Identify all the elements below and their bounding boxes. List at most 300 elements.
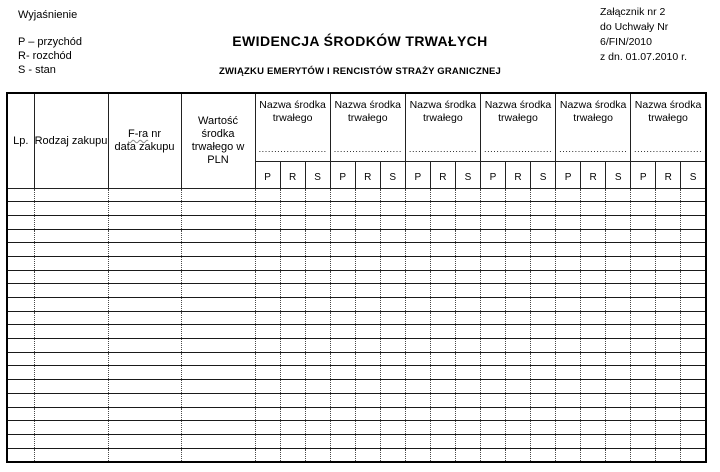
- empty-cell: [7, 311, 34, 325]
- subheader-r: R: [505, 161, 530, 188]
- empty-cell: [480, 366, 505, 380]
- empty-cell: [355, 407, 380, 421]
- empty-cell: [108, 202, 181, 216]
- empty-cell: [556, 380, 581, 394]
- empty-cell: [181, 393, 255, 407]
- table-row: [7, 407, 706, 421]
- empty-cell: [455, 352, 480, 366]
- empty-cell: [681, 311, 706, 325]
- empty-cell: [305, 380, 330, 394]
- empty-cell: [631, 339, 656, 353]
- subheader-r: R: [656, 161, 681, 188]
- header-rodzaj-zakupu: Rodzaj zakupu: [34, 93, 108, 188]
- empty-cell: [455, 202, 480, 216]
- group-header-cell-4: [480, 93, 555, 161]
- empty-cell: [108, 188, 181, 202]
- empty-cell: [181, 270, 255, 284]
- empty-cell: [108, 448, 181, 462]
- header-faktura: [108, 93, 181, 188]
- empty-cell: [255, 393, 280, 407]
- group-header-label: Nazwa środka trwałego: [409, 99, 477, 124]
- empty-cell: [7, 339, 34, 353]
- empty-cell: [681, 202, 706, 216]
- table-row: [7, 380, 706, 394]
- empty-cell: [305, 270, 330, 284]
- empty-cell: [330, 325, 355, 339]
- empty-cell: [681, 298, 706, 312]
- table-row: [7, 202, 706, 216]
- empty-cell: [581, 339, 606, 353]
- empty-cell: [255, 325, 280, 339]
- empty-cell: [280, 421, 305, 435]
- empty-cell: [380, 284, 405, 298]
- empty-cell: [380, 270, 405, 284]
- empty-cell: [505, 339, 530, 353]
- table-row: [7, 215, 706, 229]
- empty-cell: [255, 284, 280, 298]
- empty-cell: [681, 229, 706, 243]
- group-header-label: Nazwa środka trwałego: [634, 99, 702, 124]
- empty-cell: [355, 339, 380, 353]
- empty-cell: [606, 352, 631, 366]
- empty-cell: [280, 229, 305, 243]
- subheader-p: P: [556, 161, 581, 188]
- empty-cell: [656, 311, 681, 325]
- empty-cell: [330, 380, 355, 394]
- empty-cell: [606, 202, 631, 216]
- empty-cell: [531, 339, 556, 353]
- empty-cell: [330, 366, 355, 380]
- empty-cell: [480, 284, 505, 298]
- empty-cell: [531, 270, 556, 284]
- empty-cell: [108, 215, 181, 229]
- empty-cell: [108, 352, 181, 366]
- empty-cell: [531, 202, 556, 216]
- empty-cell: [505, 407, 530, 421]
- empty-cell: [355, 229, 380, 243]
- empty-cell: [656, 380, 681, 394]
- empty-cell: [34, 202, 108, 216]
- empty-cell: [405, 407, 430, 421]
- empty-cell: [631, 256, 656, 270]
- empty-cell: [34, 256, 108, 270]
- empty-cell: [505, 284, 530, 298]
- empty-cell: [631, 229, 656, 243]
- empty-cell: [181, 421, 255, 435]
- empty-cell: [255, 339, 280, 353]
- empty-cell: [480, 188, 505, 202]
- empty-cell: [556, 421, 581, 435]
- empty-cell: [631, 448, 656, 462]
- empty-cell: [108, 270, 181, 284]
- empty-cell: [280, 352, 305, 366]
- legend-item-rozchod: R- rozchód: [18, 50, 72, 62]
- empty-cell: [581, 311, 606, 325]
- empty-cell: [380, 298, 405, 312]
- empty-cell: [405, 393, 430, 407]
- empty-cell: [330, 215, 355, 229]
- subheader-p: P: [255, 161, 280, 188]
- empty-cell: [181, 202, 255, 216]
- subheader-p: P: [330, 161, 355, 188]
- group-header-cell-3: [405, 93, 480, 161]
- empty-cell: [405, 270, 430, 284]
- empty-cell: [7, 421, 34, 435]
- empty-cell: [656, 229, 681, 243]
- header-faktura-word: F-ra: [127, 127, 149, 140]
- empty-cell: [430, 270, 455, 284]
- empty-cell: [606, 407, 631, 421]
- empty-cell: [330, 339, 355, 353]
- empty-cell: [430, 339, 455, 353]
- empty-cell: [656, 256, 681, 270]
- empty-cell: [581, 352, 606, 366]
- empty-cell: [606, 325, 631, 339]
- header-wartosc: [181, 93, 255, 188]
- empty-cell: [34, 380, 108, 394]
- subheader-r: R: [355, 161, 380, 188]
- empty-cell: [531, 215, 556, 229]
- empty-cell: [305, 256, 330, 270]
- empty-cell: [656, 434, 681, 448]
- empty-cell: [656, 366, 681, 380]
- empty-cell: [108, 298, 181, 312]
- table-row: [7, 325, 706, 339]
- empty-cell: [355, 202, 380, 216]
- empty-cell: [531, 243, 556, 257]
- empty-cell: [505, 202, 530, 216]
- empty-cell: [505, 229, 530, 243]
- empty-cell: [581, 270, 606, 284]
- empty-cell: [108, 256, 181, 270]
- empty-cell: [34, 298, 108, 312]
- empty-cell: [280, 366, 305, 380]
- empty-cell: [531, 256, 556, 270]
- empty-cell: [556, 407, 581, 421]
- empty-cell: [631, 325, 656, 339]
- empty-cell: [480, 339, 505, 353]
- empty-cell: [455, 421, 480, 435]
- empty-cell: [108, 284, 181, 298]
- header-wartosc-label: Wartość środka trwałego w PLN: [191, 114, 245, 166]
- attachment-line-3: z dn. 01.07.2010 r.: [600, 51, 687, 63]
- fixed-assets-table: [6, 92, 707, 463]
- subheader-r: R: [430, 161, 455, 188]
- empty-cell: [7, 270, 34, 284]
- empty-cell: [556, 448, 581, 462]
- empty-cell: [280, 256, 305, 270]
- empty-cell: [455, 215, 480, 229]
- empty-cell: [355, 270, 380, 284]
- empty-cell: [181, 311, 255, 325]
- empty-cell: [556, 188, 581, 202]
- empty-cell: [681, 434, 706, 448]
- empty-cell: [581, 325, 606, 339]
- empty-cell: [108, 434, 181, 448]
- empty-cell: [255, 243, 280, 257]
- legend-item-przychod: P – przychód: [18, 36, 83, 48]
- empty-cell: [631, 393, 656, 407]
- empty-cell: [405, 380, 430, 394]
- empty-cell: [181, 366, 255, 380]
- empty-cell: [330, 284, 355, 298]
- empty-cell: [355, 366, 380, 380]
- empty-cell: [405, 229, 430, 243]
- empty-cell: [355, 380, 380, 394]
- empty-cell: [330, 298, 355, 312]
- empty-cell: [380, 407, 405, 421]
- empty-cell: [255, 270, 280, 284]
- empty-cell: [631, 407, 656, 421]
- empty-cell: [480, 407, 505, 421]
- empty-cell: [581, 380, 606, 394]
- empty-cell: [405, 434, 430, 448]
- empty-cell: [581, 256, 606, 270]
- page-title: EWIDENCJA ŚRODKÓW TRWAŁYCH: [232, 33, 488, 49]
- empty-cell: [380, 256, 405, 270]
- empty-cell: [531, 421, 556, 435]
- empty-cell: [430, 380, 455, 394]
- empty-cell: [681, 215, 706, 229]
- empty-cell: [581, 215, 606, 229]
- empty-cell: [681, 366, 706, 380]
- empty-cell: [455, 407, 480, 421]
- empty-cell: [556, 298, 581, 312]
- empty-cell: [108, 325, 181, 339]
- empty-cell: [455, 229, 480, 243]
- empty-cell: [505, 393, 530, 407]
- group-header-label: Nazwa środka trwałego: [484, 99, 552, 124]
- empty-cell: [430, 188, 455, 202]
- empty-cell: [34, 448, 108, 462]
- empty-cell: [556, 366, 581, 380]
- empty-cell: [681, 270, 706, 284]
- table-body: [7, 188, 706, 462]
- empty-cell: [181, 188, 255, 202]
- empty-cell: [330, 448, 355, 462]
- empty-cell: [181, 434, 255, 448]
- empty-cell: [505, 243, 530, 257]
- empty-cell: [255, 256, 280, 270]
- empty-cell: [380, 229, 405, 243]
- empty-cell: [505, 270, 530, 284]
- empty-cell: [606, 243, 631, 257]
- empty-cell: [631, 298, 656, 312]
- empty-cell: [305, 188, 330, 202]
- empty-cell: [505, 448, 530, 462]
- empty-cell: [380, 393, 405, 407]
- empty-cell: [656, 407, 681, 421]
- empty-cell: [108, 339, 181, 353]
- empty-cell: [305, 352, 330, 366]
- empty-cell: [581, 366, 606, 380]
- empty-cell: [480, 421, 505, 435]
- empty-cell: [505, 311, 530, 325]
- empty-cell: [455, 284, 480, 298]
- empty-cell: [631, 366, 656, 380]
- empty-cell: [656, 202, 681, 216]
- legend-title: Wyjaśnienie: [18, 9, 78, 21]
- empty-cell: [430, 311, 455, 325]
- empty-cell: [355, 311, 380, 325]
- subheader-s: S: [455, 161, 480, 188]
- empty-cell: [430, 284, 455, 298]
- empty-cell: [305, 298, 330, 312]
- empty-cell: [181, 352, 255, 366]
- empty-cell: [305, 284, 330, 298]
- empty-cell: [255, 407, 280, 421]
- empty-cell: [181, 229, 255, 243]
- empty-cell: [280, 298, 305, 312]
- empty-cell: [280, 448, 305, 462]
- empty-cell: [681, 188, 706, 202]
- empty-cell: [280, 339, 305, 353]
- empty-cell: [34, 215, 108, 229]
- empty-cell: [656, 215, 681, 229]
- dotted-fill-line: ......................: [634, 144, 703, 155]
- empty-cell: [405, 256, 430, 270]
- empty-cell: [531, 229, 556, 243]
- empty-cell: [531, 407, 556, 421]
- header-faktura-line2: data zakupu: [114, 140, 175, 153]
- empty-cell: [305, 393, 330, 407]
- empty-cell: [255, 352, 280, 366]
- empty-cell: [305, 407, 330, 421]
- empty-cell: [455, 339, 480, 353]
- empty-cell: [480, 256, 505, 270]
- empty-cell: [531, 393, 556, 407]
- empty-cell: [480, 202, 505, 216]
- empty-cell: [380, 243, 405, 257]
- empty-cell: [455, 243, 480, 257]
- empty-cell: [255, 311, 280, 325]
- empty-cell: [181, 298, 255, 312]
- empty-cell: [606, 215, 631, 229]
- table-row: [7, 366, 706, 380]
- empty-cell: [455, 256, 480, 270]
- empty-cell: [681, 407, 706, 421]
- empty-cell: [606, 229, 631, 243]
- empty-cell: [181, 407, 255, 421]
- empty-cell: [505, 256, 530, 270]
- table-row: [7, 229, 706, 243]
- empty-cell: [681, 256, 706, 270]
- empty-cell: [7, 202, 34, 216]
- empty-cell: [656, 393, 681, 407]
- empty-cell: [7, 298, 34, 312]
- empty-cell: [34, 352, 108, 366]
- table-row: [7, 421, 706, 435]
- empty-cell: [681, 448, 706, 462]
- empty-cell: [681, 421, 706, 435]
- empty-cell: [480, 325, 505, 339]
- empty-cell: [606, 434, 631, 448]
- empty-cell: [631, 243, 656, 257]
- empty-cell: [108, 243, 181, 257]
- empty-cell: [330, 352, 355, 366]
- empty-cell: [7, 325, 34, 339]
- empty-cell: [480, 352, 505, 366]
- empty-cell: [355, 298, 380, 312]
- table-row: [7, 270, 706, 284]
- empty-cell: [405, 215, 430, 229]
- empty-cell: [656, 284, 681, 298]
- empty-cell: [455, 380, 480, 394]
- empty-cell: [531, 380, 556, 394]
- empty-cell: [355, 243, 380, 257]
- empty-cell: [255, 202, 280, 216]
- empty-cell: [380, 202, 405, 216]
- empty-cell: [355, 188, 380, 202]
- empty-cell: [280, 188, 305, 202]
- empty-cell: [430, 434, 455, 448]
- empty-cell: [380, 366, 405, 380]
- empty-cell: [305, 243, 330, 257]
- empty-cell: [556, 434, 581, 448]
- empty-cell: [181, 380, 255, 394]
- empty-cell: [280, 311, 305, 325]
- empty-cell: [34, 366, 108, 380]
- table-row: [7, 298, 706, 312]
- empty-cell: [631, 434, 656, 448]
- subheader-s: S: [681, 161, 706, 188]
- empty-cell: [455, 366, 480, 380]
- legend-item-stan: S - stan: [18, 64, 56, 76]
- empty-cell: [34, 407, 108, 421]
- empty-cell: [181, 325, 255, 339]
- empty-cell: [34, 339, 108, 353]
- empty-cell: [606, 421, 631, 435]
- empty-cell: [7, 188, 34, 202]
- empty-cell: [405, 311, 430, 325]
- empty-cell: [430, 325, 455, 339]
- empty-cell: [405, 202, 430, 216]
- group-header-label: Nazwa środka trwałego: [259, 99, 326, 124]
- empty-cell: [405, 298, 430, 312]
- empty-cell: [355, 215, 380, 229]
- empty-cell: [181, 448, 255, 462]
- empty-cell: [280, 284, 305, 298]
- empty-cell: [405, 448, 430, 462]
- empty-cell: [34, 270, 108, 284]
- empty-cell: [108, 229, 181, 243]
- empty-cell: [455, 434, 480, 448]
- empty-cell: [480, 380, 505, 394]
- empty-cell: [556, 325, 581, 339]
- empty-cell: [7, 407, 34, 421]
- empty-cell: [681, 339, 706, 353]
- empty-cell: [330, 229, 355, 243]
- empty-cell: [181, 339, 255, 353]
- dotted-fill-line: ......................: [559, 144, 628, 155]
- empty-cell: [531, 434, 556, 448]
- empty-cell: [405, 352, 430, 366]
- empty-cell: [380, 339, 405, 353]
- empty-cell: [606, 339, 631, 353]
- empty-cell: [255, 448, 280, 462]
- empty-cell: [455, 298, 480, 312]
- empty-cell: [355, 352, 380, 366]
- empty-cell: [355, 434, 380, 448]
- table-row: [7, 393, 706, 407]
- empty-cell: [455, 311, 480, 325]
- empty-cell: [34, 243, 108, 257]
- empty-cell: [581, 407, 606, 421]
- empty-cell: [505, 366, 530, 380]
- subheader-s: S: [305, 161, 330, 188]
- empty-cell: [606, 298, 631, 312]
- empty-cell: [380, 188, 405, 202]
